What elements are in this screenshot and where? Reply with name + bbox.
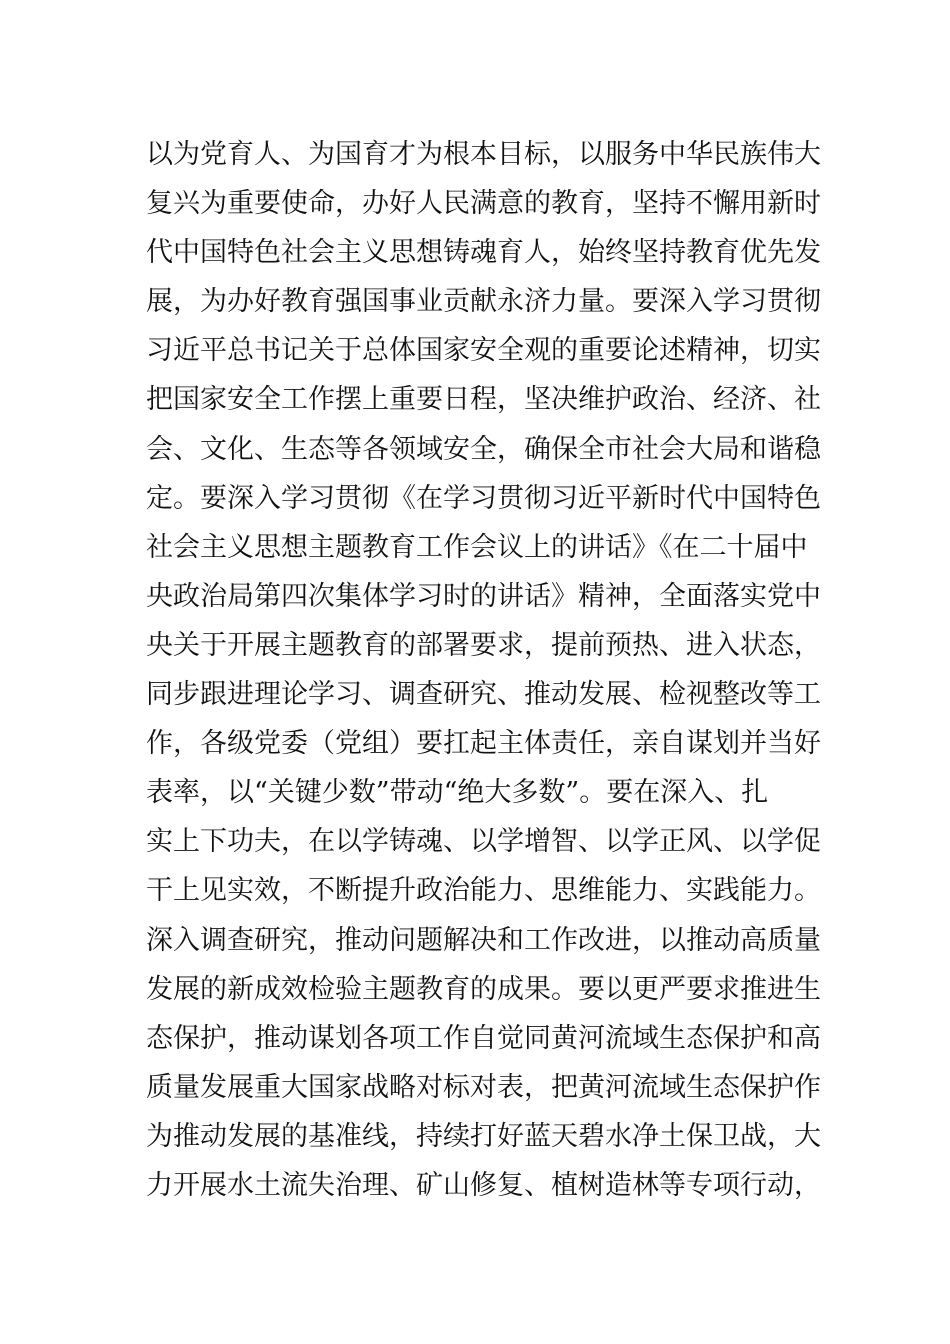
text-line: 干上见实效，不断提升政治能力、思维能力、实践能力。 <box>146 875 821 907</box>
text-line: 力开展水土流失治理、矿山修复、植树造林等专项行动， <box>146 1169 821 1201</box>
text-line: 央关于开展主题教育的部署要求，提前预热、进入状态， <box>146 629 821 661</box>
text-line: 实上下功夫，在以学铸魂、以学增智、以学正风、以学促 <box>146 826 821 858</box>
text-line: 以为党育人、为国育才为根本目标，以服务中华民族伟大 <box>146 139 821 170</box>
text-line: 把国家安全工作摆上重要日程，坚决维护政治、经济、社 <box>146 384 821 416</box>
text-line: 作，各级党委（党组）要扛起主体责任，亲自谋划并当好 <box>146 728 821 760</box>
text-line: 习近平总书记关于总体国家安全观的重要论述精神，切实 <box>146 335 821 367</box>
text-line: 为推动发展的基准线，持续打好蓝天碧水净土保卫战，大 <box>146 1120 821 1152</box>
text-line: 复兴为重要使命，办好人民满意的教育，坚持不懈用新时 <box>146 188 821 220</box>
text-line: 代中国特色社会主义思想铸魂育人，始终坚持教育优先发 <box>146 237 821 269</box>
text-line: 社会主义思想主题教育工作会议上的讲话》《在二十届中 <box>146 531 808 563</box>
text-line: 展，为办好教育强国事业贡献永济力量。要深入学习贯彻 <box>146 286 821 318</box>
text-line: 态保护，推动谋划各项工作自觉同黄河流域生态保护和高 <box>146 1022 821 1054</box>
text-line: 质量发展重大国家战略对标对表，把黄河流域生态保护作 <box>146 1071 821 1103</box>
text-line: 会、文化、生态等各领域安全，确保全市社会大局和谐稳 <box>146 433 821 465</box>
text-line: 定。要深入学习贯彻《在学习贯彻习近平新时代中国特色 <box>146 482 821 514</box>
text-line: 同步跟进理论学习、调查研究、推动发展、检视整改等工 <box>146 679 821 711</box>
text-line: 央政治局第四次集体学习时的讲话》精神，全面落实党中 <box>146 580 821 612</box>
text-line: 深入调查研究，推动问题解决和工作改进，以推动高质量 <box>146 924 821 956</box>
body-paragraph <box>146 130 826 1210</box>
text-line: 发展的新成效检验主题教育的成果。要以更严要求推进生 <box>146 973 821 1005</box>
text-line: 表率，以“关键少数”带动“绝大多数”。要在深入、扎 <box>146 777 769 809</box>
